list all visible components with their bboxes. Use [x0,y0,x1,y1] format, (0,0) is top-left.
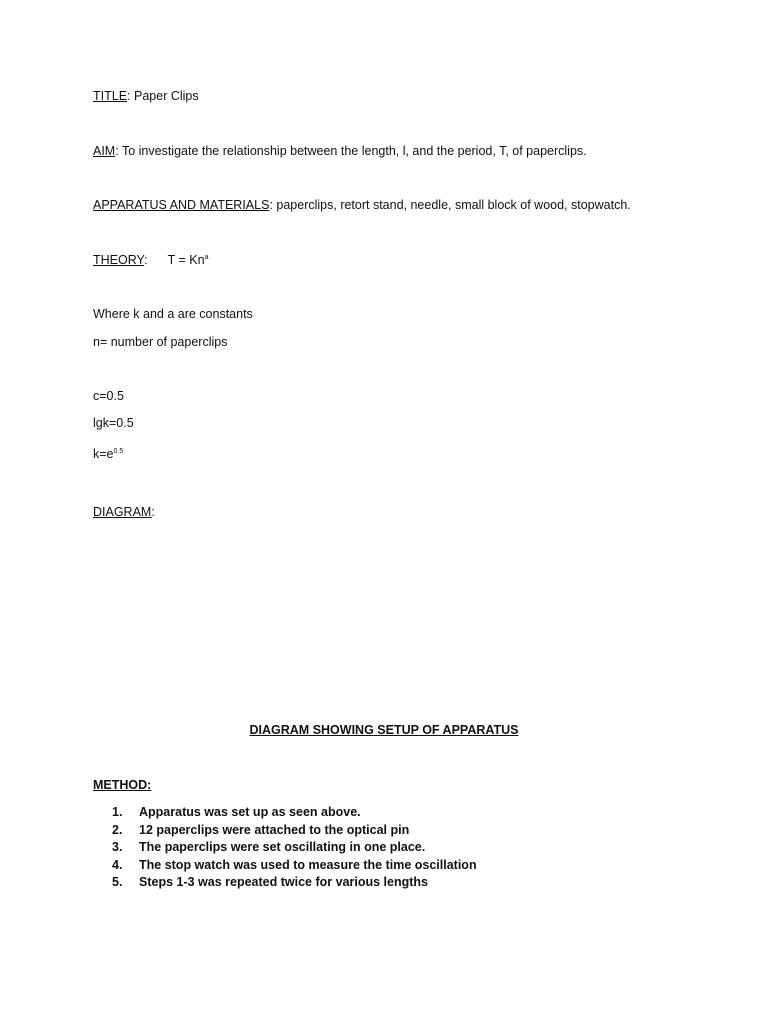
theory-formula: T = Kn [167,253,205,267]
aim-line: AIM: To investigate the relationship between the length, l, and the period, T, of paperclips. [93,144,587,158]
apparatus-value: paperclips, retort stand, needle, small block of wood, stopwatch. [276,198,631,212]
theory-line: THEORY: $T = Kn^a$ [93,253,209,267]
method-step-text: Steps 1-3 was repeated twice for various lengths [139,875,428,890]
method-step-text: 12 paperclips were attached to the optical pin [139,822,410,837]
aim-label: AIM [93,144,116,158]
title-line: TITLE: Paper Clips [93,89,199,103]
method-step-text: Apparatus was set up as seen above. [139,805,361,820]
method-heading: METHOD: [93,778,152,792]
method-step: 5. Steps 1-3 was repeated twice for various lengths [112,875,428,890]
method-step: 4. The stop watch was used to measure the time oscillation [112,857,477,872]
diagram-heading: DIAGRAM: [93,505,155,519]
method-step-text: The paperclips were set oscillating in one place. [139,840,426,855]
definition-constants: Where k and a are constants [93,307,253,321]
method-step: 1. Apparatus was set up as seen above. [112,805,361,820]
definition-n: n= number of paperclips [93,335,228,349]
method-steps [112,804,477,892]
apparatus-line: APPARATUS AND MATERIALS: paperclips, retort stand, needle, small block of wood, stopwatch. [93,198,631,212]
apparatus-label: APPARATUS AND MATERIALS [93,198,270,212]
title-label: TITLE [93,89,128,103]
method-step: 3. The paperclips were set oscillating in one place. [112,840,426,855]
theory-formula-exponent: a [204,253,209,261]
constant-lgk: lgk=0.5 [93,416,134,430]
method-step: 2. 12 paperclips were attached to the optical pin [112,822,410,837]
constant-k-exponent: 0.5 [113,447,124,455]
aim-value: To investigate the relationship between the length, l, and the period, T, of paperclips. [121,144,587,158]
diagram-label: DIAGRAM [93,505,152,519]
constant-c: c=0.5 [93,389,124,403]
title-value: Paper Clips [134,89,199,103]
diagram-caption: DIAGRAM SHOWING SETUP OF APPARATUS [249,723,519,737]
method-step-text: The stop watch was used to measure the time oscillation [139,857,477,872]
constant-k [93,447,123,462]
constant-k-base: k=e [93,447,114,461]
theory-label: THEORY [93,253,145,267]
